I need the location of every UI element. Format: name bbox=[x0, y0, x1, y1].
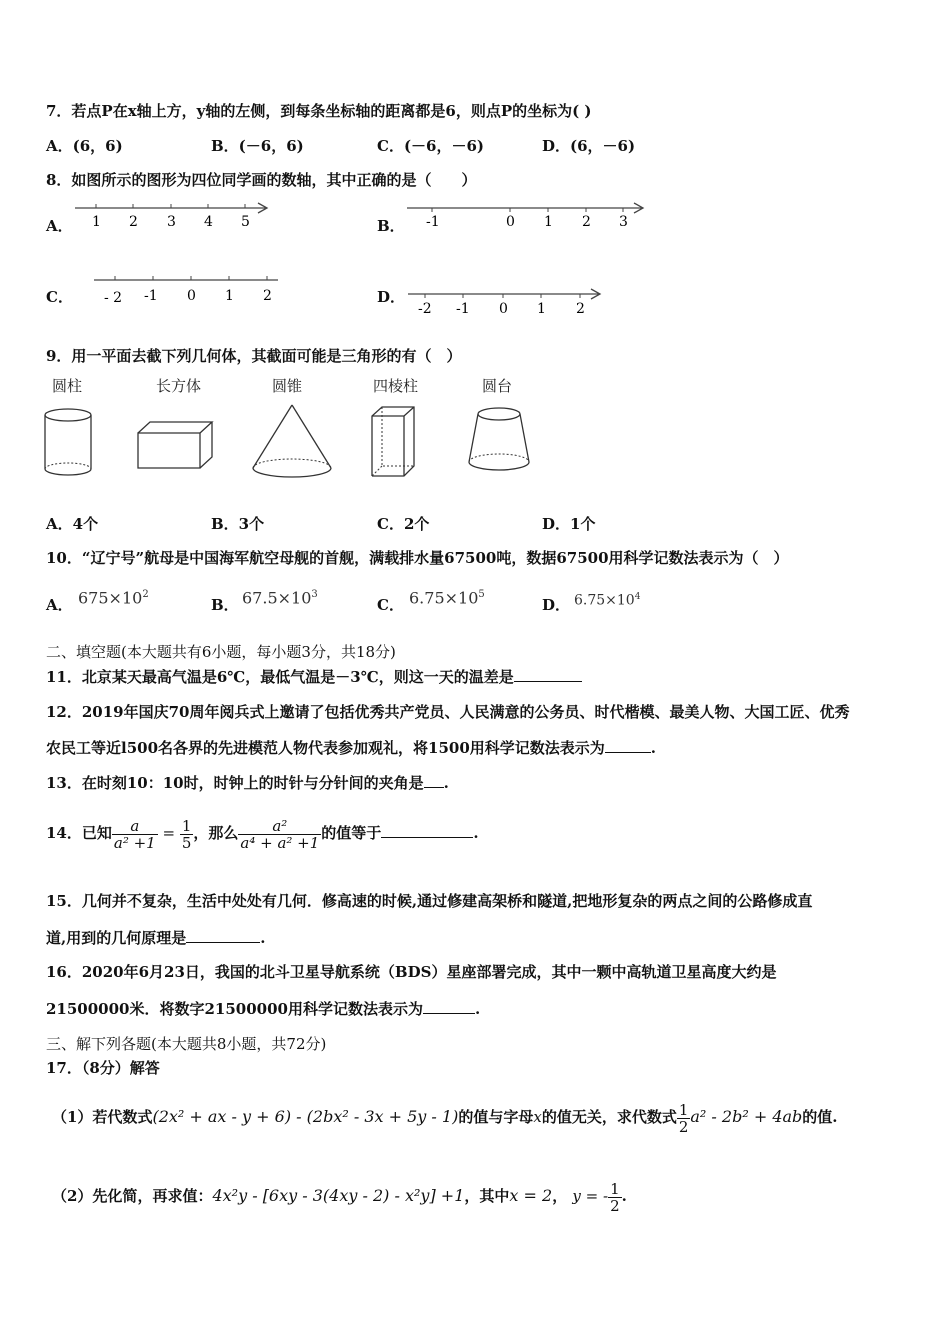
q17-half-fraction: $\frac{1}{2}$ bbox=[678, 1100, 689, 1136]
q14-fraction-c: $\frac{\text{a²}}{\text{a⁴ + a² +1}}$ bbox=[240, 816, 320, 852]
q12-answer-blank[interactable] bbox=[605, 738, 651, 753]
q17-expression-3: 4x²y - [6xy - 3(4xy - 2) - x²y] +1 bbox=[212, 1186, 465, 1205]
q14-fraction-b: $\frac{1}{5}$ bbox=[181, 816, 192, 852]
axis-a-tick: 3 bbox=[167, 214, 176, 230]
q10-label-b[interactable]: B． bbox=[211, 596, 239, 614]
axis-b-tick: -1 bbox=[426, 214, 440, 230]
section3-heading: 三、解下列各题(本大题共8小题，共72分) bbox=[46, 1035, 327, 1053]
q10-value-a: $675\times 10^2$ bbox=[78, 588, 149, 608]
q10-value-b: $67.5\times 10^3$ bbox=[242, 588, 318, 608]
cuboid-icon bbox=[133, 418, 218, 473]
q10-value-c: $6.75\times 10^5$ bbox=[409, 588, 485, 608]
shape-label-cylinder: 圆柱 bbox=[52, 377, 83, 395]
axis-d-tick: -1 bbox=[456, 301, 470, 317]
q17-y-value: y = - bbox=[572, 1187, 609, 1205]
axis-a-tick: 5 bbox=[241, 214, 250, 230]
q13-text: 13．在时刻10：10时，时钟上的时针与分针间的夹角是 . bbox=[46, 774, 449, 792]
q17-expression-2: a² - 2b² + 4ab bbox=[690, 1107, 803, 1126]
q9-option-c[interactable]: C．2个 bbox=[377, 515, 430, 533]
q12-line2: 农民工等近l500名各界的先进模范人物代表参加观礼，将1500用科学记数法表示为 . bbox=[46, 739, 656, 757]
axis-c-tick: -1 bbox=[144, 288, 158, 304]
axis-b-tick: 3 bbox=[619, 214, 628, 230]
prism-icon bbox=[366, 404, 422, 484]
q11-text: 11．北京某天最高气温是6℃，最低气温是－3℃，则这一天的温差是 bbox=[46, 667, 582, 687]
shape-label-cone: 圆锥 bbox=[272, 377, 303, 395]
axis-d-tick: -2 bbox=[418, 301, 432, 317]
q15-answer-blank[interactable] bbox=[186, 928, 260, 943]
shape-label-frustum: 圆台 bbox=[482, 377, 513, 395]
number-line-a bbox=[70, 196, 280, 236]
shape-label-cuboid: 长方体 bbox=[156, 377, 202, 395]
axis-a-tick: 2 bbox=[129, 214, 138, 230]
axis-d-tick: 2 bbox=[576, 301, 585, 317]
axis-c-tick: 1 bbox=[225, 288, 234, 304]
axis-d-tick: 0 bbox=[499, 301, 508, 317]
q9-stem: 9．用一平面去截下列几何体，其截面可能是三角形的有（ ） bbox=[46, 347, 462, 365]
q14-text: 14．已知 $\frac{a}{\text{a² +1}}$ = $\frac{1}{5}$ ，那么 $\frac{\text{a²}}{\text{a⁴ + a² +1}}$ 的值等于 . bbox=[46, 816, 479, 852]
q8-label-c[interactable]: C． bbox=[46, 288, 73, 306]
q10-value-d: $6.75\times 10^4$ bbox=[574, 592, 641, 609]
q13-answer-blank[interactable] bbox=[424, 773, 444, 788]
q14-fraction-a: $\frac{a}{\text{a² +1}}$ bbox=[113, 816, 156, 852]
q7-option-a[interactable]: A．(6，6) bbox=[46, 137, 123, 155]
q7-option-d[interactable]: D．(6，－6) bbox=[542, 137, 636, 155]
axis-c-tick: 2 bbox=[263, 288, 272, 304]
axis-b-tick: 0 bbox=[506, 214, 515, 230]
q8-label-b[interactable]: B． bbox=[377, 217, 405, 235]
axis-b-tick: 2 bbox=[582, 214, 591, 230]
q16-line2: 21500000米．将数字21500000用科学记数法表示为 . bbox=[46, 1000, 481, 1018]
q9-option-b[interactable]: B．3个 bbox=[211, 515, 265, 533]
q9-option-a[interactable]: A．4个 bbox=[46, 515, 99, 533]
axis-a-tick: 4 bbox=[204, 214, 213, 230]
q17-expression-1: (2x² + ax - y + 6) - (2bx² - 3x + 5y - 1) bbox=[152, 1107, 459, 1126]
axis-d-tick: 1 bbox=[537, 301, 546, 317]
q10-label-a[interactable]: A． bbox=[46, 596, 73, 614]
number-line-d bbox=[404, 284, 609, 320]
q10-label-c[interactable]: C． bbox=[377, 596, 404, 614]
q7-option-b[interactable]: B．(－6，6) bbox=[211, 137, 304, 155]
q15-line2: 道,用到的几何原理是 . bbox=[46, 929, 266, 947]
cone-icon bbox=[248, 402, 336, 482]
section2-heading: 二、填空题(本大题共有6小题，每小题3分，共18分) bbox=[46, 643, 396, 661]
q7-option-c[interactable]: C．(－6，－6) bbox=[377, 137, 485, 155]
axis-c-tick: 0 bbox=[187, 288, 196, 304]
q17-x-value: x = 2 bbox=[509, 1186, 553, 1205]
frustum-icon bbox=[463, 402, 535, 480]
cylinder-icon bbox=[40, 405, 98, 480]
q17-stem: 17．（8分）解答 bbox=[46, 1059, 160, 1077]
q12-line1: 12．2019年国庆70周年阅兵式上邀请了包括优秀共产党员、人民满意的公务员、时代楷模、最美人物、大国工匠、优秀 bbox=[46, 703, 850, 721]
q10-stem: 10．“辽宁号”航母是中国海军航空母舰的首舰，满载排水量67500吨，数据67500用科学记数法表示为（ ） bbox=[46, 549, 789, 567]
q17-part1: （1）若代数式(2x² + ax - y + 6) - (2bx² - 3x + 5y - 1)的值与字母x的值无关，求代数式 $\frac{1}{2}$ a² - 2b² + 4ab的值. bbox=[52, 1100, 838, 1136]
q16-line1: 16．2020年6月23日，我国的北斗卫星导航系统（BDS）星座部署完成，其中一颗中高轨道卫星高度大约是 bbox=[46, 963, 777, 981]
q14-answer-blank[interactable] bbox=[381, 823, 473, 838]
q16-answer-blank[interactable] bbox=[423, 999, 475, 1014]
q7-stem: 7．若点P在x轴上方，y轴的左侧，到每条坐标轴的距离都是6，则点P的坐标为( ) bbox=[46, 102, 592, 120]
number-line-c bbox=[90, 270, 285, 310]
shape-label-prism: 四棱柱 bbox=[373, 377, 419, 395]
number-line-b bbox=[402, 196, 652, 236]
q15-line1: 15．几何并不复杂，生活中处处有几何．修高速的时候,通过修建高架桥和隧道,把地形复杂的两点之间的公路修成直 bbox=[46, 892, 813, 910]
q11-answer-blank[interactable] bbox=[514, 667, 582, 682]
q8-stem: 8．如图所示的图形为四位同学画的数轴，其中正确的是（ ） bbox=[46, 171, 477, 189]
q8-label-a[interactable]: A． bbox=[46, 217, 73, 235]
q17-part2: （2）先化简，再求值：4x²y - [6xy - 3(4xy - 2) - x²y] +1，其中x = 2， y = - $\frac{1}{2}$ . bbox=[52, 1179, 627, 1215]
axis-a-tick: 1 bbox=[92, 214, 101, 230]
axis-c-tick: - 2 bbox=[104, 290, 123, 306]
axis-b-tick: 1 bbox=[544, 214, 553, 230]
q10-label-d[interactable]: D． bbox=[542, 596, 571, 614]
q17-y-fraction: $\frac{1}{2}$ bbox=[610, 1179, 620, 1215]
q8-label-d[interactable]: D． bbox=[377, 288, 406, 306]
q9-option-d[interactable]: D．1个 bbox=[542, 515, 596, 533]
